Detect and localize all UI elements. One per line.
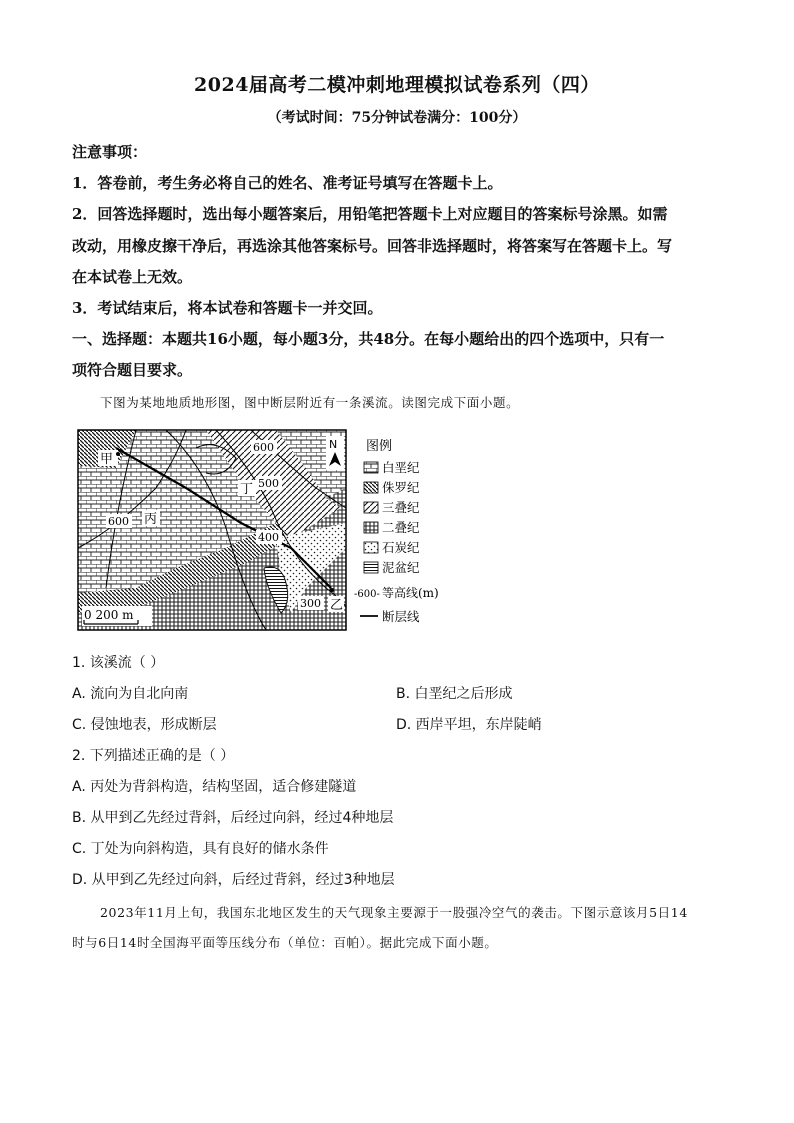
hlines-icon <box>364 562 378 573</box>
north-arrow-icon <box>326 436 344 470</box>
question-1-option-a[interactable]: A. 流向为自北向南 <box>72 686 189 702</box>
section-heading: 一、选择题：本题共16小题，每小题3分，共48分。在每小题给出的四个选项中，只有一 <box>72 330 665 348</box>
note-item: 2．回答选择题时，选出每小题答案后，用铅笔把答题卡上对应题目的答案标号涂黑。如需 <box>72 205 668 223</box>
section-heading-cont: 项符合题目要求。 <box>72 361 193 379</box>
question-1-option-d[interactable]: D. 西岸平坦，东岸陡峭 <box>396 717 542 733</box>
legend-item <box>364 480 420 495</box>
legend-item <box>364 560 420 575</box>
label-yi: 乙 <box>330 598 344 613</box>
figure-intro: 下图为某地地质地形图，图中断层附近有一条溪流。读图完成下面小题。 <box>100 395 520 410</box>
contour-legend-label: 等高线(m) <box>382 586 439 600</box>
diag-dense-icon <box>364 482 378 493</box>
contour-label: 600 <box>108 515 129 528</box>
diag-icon <box>364 502 378 513</box>
dots-icon <box>364 542 378 553</box>
note-item: 1．答卷前，考生务必将自己的姓名、准考证号填写在答题卡上。 <box>72 174 503 192</box>
contour-legend-sample: -600- <box>354 589 380 600</box>
question-2-option-d[interactable]: D. 从甲到乙先经过向斜，后经过背斜，经过3种地层 <box>72 872 395 888</box>
label-jia: 甲 <box>100 452 114 467</box>
legend-title: 图例 <box>366 439 393 454</box>
label-ding: 丁 <box>240 482 254 497</box>
contour-label: 300 <box>300 597 321 610</box>
note-item: 在本试卷上无效。 <box>72 268 193 286</box>
question-2-option-a[interactable]: A. 丙处为背斜构造，结构坚固，适合修建隧道 <box>72 779 357 795</box>
fault-legend-label: 断层线 <box>382 609 420 624</box>
grid-icon <box>364 462 378 473</box>
question-2-option-b[interactable]: B. 从甲到乙先经过背斜，后经过向斜，经过4种地层 <box>72 810 394 826</box>
contour-label: 400 <box>258 531 279 544</box>
contour-label: 600 <box>253 441 274 454</box>
legend-label: 侏罗纪 <box>382 480 420 495</box>
map-legend <box>354 439 439 624</box>
page-title: 2024届高考二模冲刺地理模拟试卷系列（四） <box>194 74 600 96</box>
north-label: N <box>329 438 338 451</box>
point-jia <box>116 452 120 456</box>
question-1-option-c[interactable]: C. 侵蚀地表，形成断层 <box>72 717 217 733</box>
legend-label: 二叠纪 <box>382 520 420 535</box>
question-2-stem: 2. 下列描述正确的是（ ） <box>72 748 235 764</box>
legend-label: 三叠纪 <box>382 500 420 515</box>
legend-item <box>364 500 420 515</box>
legend-label: 石炭纪 <box>382 540 420 555</box>
contour-label: 500 <box>258 477 279 490</box>
section2-intro-cont: 时与6日14时全国海平面等压线分布（单位：百帕）。据此完成下面小题。 <box>72 935 498 950</box>
scale-bar <box>82 606 152 626</box>
legend-label: 白垩纪 <box>382 460 420 475</box>
map-area <box>78 430 346 630</box>
question-1-stem: 1. 该溪流（ ） <box>72 655 165 671</box>
exam-info: （考试时间：75分钟试卷满分：100分） <box>267 110 527 126</box>
legend-label: 泥盆纪 <box>382 560 420 575</box>
scale-label: 0 200 m <box>84 608 134 622</box>
legend-item <box>364 460 420 475</box>
legend-item <box>364 520 420 535</box>
note-item: 改动，用橡皮擦干净后，再选涂其他答案标号。回答非选择题时，将答案写在答题卡上。写 <box>72 237 673 255</box>
note-item: 3．考试结束后，将本试卷和答题卡一并交回。 <box>72 299 383 317</box>
geologic-map-figure <box>76 428 446 634</box>
label-bing: 丙 <box>144 512 158 527</box>
point-yi <box>330 588 334 592</box>
notes-heading: 注意事项： <box>72 143 148 161</box>
legend-item <box>364 540 420 555</box>
section2-intro: 2023年11月上旬，我国东北地区发生的天气现象主要源于一股强冷空气的袭击。下图示意该月5日14 <box>100 905 688 920</box>
question-2-option-c[interactable]: C. 丁处为向斜构造，具有良好的储水条件 <box>72 841 329 857</box>
question-1-option-b[interactable]: B. 白垩纪之后形成 <box>396 686 513 702</box>
crosshatch-icon <box>364 522 378 533</box>
